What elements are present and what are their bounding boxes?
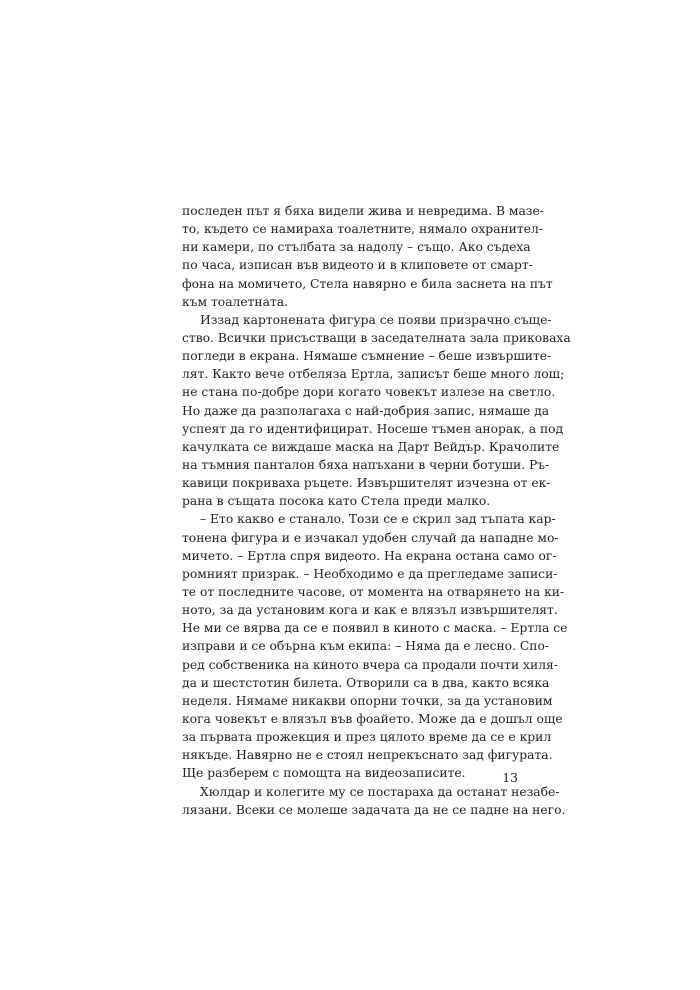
text-line: лят. Както вече отбеляза Ертла, записът беше много лош;	[182, 367, 565, 382]
body-text	[182, 202, 571, 819]
text-line: кога човекът е влязъл във фоайето. Може да е дошъл още	[182, 711, 563, 726]
text-line: ни камери, по стълбата за надолу – също. Ако съдеха	[182, 240, 531, 255]
text-line: погледи в екрана. Нямаше съмнение – беше извършите-	[182, 349, 552, 364]
text-line: някъде. Навярно не е стоял непрекъснато зад фигурата.	[182, 748, 553, 763]
text-line: не стана по-добре дори когато човекът излезе на светло.	[182, 385, 556, 400]
text-line: Иззад картонената фигура се появи призрачно съще-	[200, 312, 552, 327]
text-line: – Ето какво е станало. Този се е скрил зад тъпата кар-	[200, 512, 556, 527]
text-line: да и шестстотин билета. Отворили са в два, както всяка	[182, 675, 550, 690]
text-line: по часа, изписан във видеото и в клиповете от смарт-	[182, 258, 533, 273]
text-line: за първата прожекция и през цялото време да се е крил	[182, 730, 552, 745]
text-line: тонена фигура и е изчакал удобен случай да нападне мо-	[182, 530, 559, 545]
text-line: Хюлдар и колегите му се постараха да останат незабе-	[200, 784, 560, 799]
paragraph	[182, 311, 571, 511]
text-line: лязани. Всеки се молеше задачата да не се падне на него.	[182, 802, 566, 817]
text-line: на тъмния панталон бяха напъхани в черни ботуши. Ръ-	[182, 457, 550, 472]
text-line: ромният призрак. – Необходимо е да прегледаме записи-	[182, 566, 558, 581]
text-line: те от последните часове, от момента на отварянето на ки-	[182, 584, 565, 599]
text-line: кавици покриваха ръцете. Извършителят изчезна от ек-	[182, 476, 551, 491]
text-line: ното, за да установим кога и как е влязъл извършителят.	[182, 603, 558, 618]
text-line: фона на момичето, Стела навярно е била заснета на път	[182, 276, 553, 291]
text-line: успеят да го идентифицират. Носеше тъмен анорак, а под	[182, 421, 564, 436]
text-line: то, където се намираха тоалетните, нямало охранител-	[182, 222, 543, 237]
paragraph	[182, 510, 568, 782]
text-line: качулката се виждаше маска на Дарт Вейдър. Крачолите	[182, 439, 560, 454]
text-line: Но даже да разполагаха с най-добрия запис, нямаше да	[182, 403, 550, 418]
text-line: ред собственика на киното вчера са продали почти хиля-	[182, 657, 558, 672]
text-line: Не ми се вярва да се е появил в киното с маска. – Ертла се	[182, 621, 568, 636]
text-line: Ще разберем с помощта на видеозаписите.	[182, 766, 466, 781]
text-line: към тоалетната.	[182, 294, 288, 309]
paragraph	[182, 783, 566, 819]
paragraph	[182, 202, 553, 311]
text-line: мичето. – Ертла спря видеото. На екрана остана само ог-	[182, 548, 557, 563]
text-line: рана в същата посока като Стела преди малко.	[182, 494, 491, 509]
text-line: неделя. Нямаме никакви опорни точки, за да установим	[182, 693, 553, 708]
text-line: последен път я бяха видели жива и невредима. В мазе-	[182, 204, 544, 218]
page-number: 13	[502, 771, 518, 785]
text-line: ство. Всички присъстващи в заседателната зала приковаха	[182, 330, 571, 345]
text-line: изправи и се обърна към екипа: – Няма да е лесно. Спо-	[182, 639, 550, 654]
